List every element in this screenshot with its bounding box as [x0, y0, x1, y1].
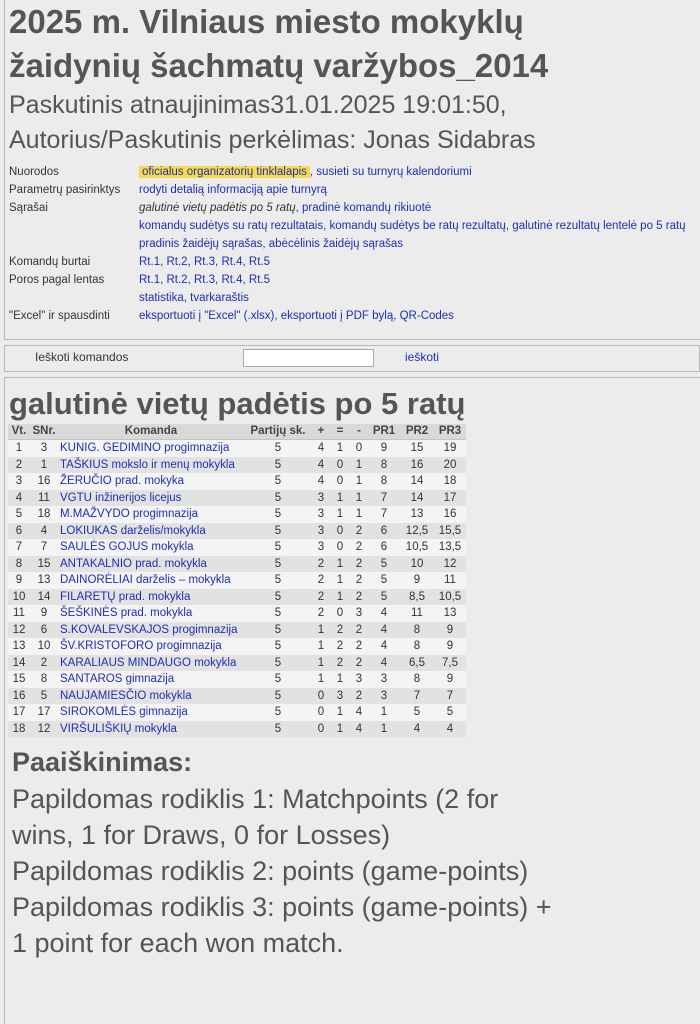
table-cell: 1	[368, 704, 400, 721]
team-cell	[58, 704, 244, 721]
table-cell: 2	[350, 589, 368, 606]
standings-header-row	[8, 424, 466, 440]
table-cell: 20	[434, 457, 466, 474]
table-cell: 7	[8, 539, 30, 556]
table-cell: 9	[434, 638, 466, 655]
table-cell: 6,5	[400, 655, 434, 672]
table-cell: 3	[368, 671, 400, 688]
column-header: PR2	[400, 424, 434, 440]
standings-table	[8, 424, 466, 737]
table-cell: 15,5	[434, 523, 466, 540]
table-cell: 7	[368, 506, 400, 523]
table-cell: 9	[8, 572, 30, 589]
team-link[interactable]: KUNIG. GEDIMINO progimnazija	[60, 442, 230, 455]
table-cell: 5	[434, 704, 466, 721]
table-cell: 18	[30, 506, 58, 523]
column-header: Partijų sk.	[244, 424, 312, 440]
pairs-round-links[interactable]: Rt.1, Rt.2, Rt.3, Rt.4, Rt.5	[139, 274, 271, 286]
table-cell: 2	[330, 638, 350, 655]
table-cell: 6	[368, 539, 400, 556]
table-cell: 9	[434, 671, 466, 688]
tournament-details-link[interactable]: rodyti detalią informaciją apie turnyrą	[139, 184, 327, 196]
table-cell: 9	[30, 605, 58, 622]
team-cell	[58, 440, 244, 457]
table-cell: 1	[330, 704, 350, 721]
standings-title: galutinė vietų padėtis po 5 ratų	[9, 386, 466, 421]
column-header: Komanda	[58, 424, 244, 440]
standings-body	[8, 440, 466, 738]
table-cell: 8	[8, 556, 30, 573]
header-panel	[4, 0, 700, 340]
table-cell: 2	[30, 655, 58, 672]
table-cell: 17	[434, 490, 466, 507]
table-cell: 7	[400, 688, 434, 705]
table-cell: 8	[400, 638, 434, 655]
table-cell: 5	[244, 671, 312, 688]
table-row	[8, 572, 466, 589]
explanation-line2: Papildomas rodiklis 2: points (game-points)	[12, 856, 529, 886]
table-cell: 1	[330, 671, 350, 688]
team-cell	[58, 638, 244, 655]
table-cell: 13	[8, 638, 30, 655]
table-cell: 3	[312, 490, 330, 507]
table-cell: 2	[8, 457, 30, 474]
table-row	[8, 721, 466, 738]
table-cell: 2	[312, 572, 330, 589]
table-cell: 15	[8, 671, 30, 688]
current-list: galutinė vietų padėtis po 5 ratų	[139, 202, 296, 214]
table-cell: 7,5	[434, 655, 466, 672]
table-cell: 4	[312, 473, 330, 490]
team-cell	[58, 688, 244, 705]
pairs-label: Poros pagal lentas	[9, 274, 105, 286]
team-cell	[58, 490, 244, 507]
table-cell: 8	[30, 671, 58, 688]
column-header: =	[330, 424, 350, 440]
table-cell: 14	[400, 473, 434, 490]
table-cell: 5	[400, 704, 434, 721]
team-link[interactable]: ŠEŠKINĖS prad. mokykla	[60, 607, 193, 620]
table-cell: 4	[312, 457, 330, 474]
team-composition-links[interactable]: komandų sudėtys su ratų rezultatais, komandų sudėtys be ratų rezultatų, galutinė rezultatų lentelė po 5 ratų	[139, 220, 686, 232]
table-cell: 11	[400, 605, 434, 622]
table-cell: 1	[330, 440, 350, 457]
column-header: PR3	[434, 424, 466, 440]
column-header: PR1	[368, 424, 400, 440]
table-cell: 4	[400, 721, 434, 738]
table-cell: 4	[350, 704, 368, 721]
table-row	[8, 457, 466, 474]
table-cell: 4	[312, 440, 330, 457]
table-cell: 1	[330, 589, 350, 606]
table-cell: 2	[350, 523, 368, 540]
table-cell: 15	[30, 556, 58, 573]
team-cell	[58, 473, 244, 490]
table-cell: 18	[434, 473, 466, 490]
table-cell: 2	[312, 605, 330, 622]
table-row	[8, 688, 466, 705]
table-cell: 6	[368, 523, 400, 540]
table-cell: 0	[350, 440, 368, 457]
search-label: Ieškoti komandos	[35, 350, 129, 364]
table-cell: 2	[350, 556, 368, 573]
table-cell: 5	[244, 556, 312, 573]
table-cell: 13,5	[434, 539, 466, 556]
team-cell	[58, 506, 244, 523]
table-cell: 12	[434, 556, 466, 573]
team-link[interactable]: S.KOVALEVSKAJOS progimnazija	[60, 623, 238, 636]
table-cell: 1	[330, 721, 350, 738]
info-table	[9, 163, 695, 325]
table-cell: 9	[368, 440, 400, 457]
table-row	[8, 473, 466, 490]
table-cell: 0	[312, 688, 330, 705]
explanation-line3a: Papildomas rodiklis 3: points (game-points) +	[12, 892, 552, 922]
page-title-line1: 2025 m. Vilniaus miesto mokyklų	[9, 3, 524, 40]
table-cell: 19	[434, 440, 466, 457]
table-cell: 0	[312, 704, 330, 721]
column-header: Vt.	[8, 424, 30, 440]
table-cell: 14	[30, 589, 58, 606]
author: Autorius/Paskutinis perkėlimas: Jonas Sidabras	[9, 126, 536, 154]
table-cell: 13	[400, 506, 434, 523]
team-link[interactable]: ANTAKALNIO prad. mokykla	[60, 557, 207, 570]
table-cell: 5	[30, 688, 58, 705]
team-cell	[58, 671, 244, 688]
table-cell: 0	[330, 523, 350, 540]
page-title-line2: žaidynių šachmatų varžybos_2014	[9, 47, 549, 84]
table-cell: 2	[350, 622, 368, 639]
table-cell: 1	[312, 655, 330, 672]
team-link[interactable]: ŠV.KRISTOFORO progimnazija	[60, 640, 222, 653]
table-cell: 4	[368, 622, 400, 639]
table-cell: 3	[330, 688, 350, 705]
table-cell: 17	[30, 704, 58, 721]
table-cell: 14	[400, 490, 434, 507]
column-header: -	[350, 424, 368, 440]
team-cell	[58, 622, 244, 639]
table-cell: 3	[312, 539, 330, 556]
table-cell: 10	[30, 638, 58, 655]
table-cell: 1	[350, 473, 368, 490]
table-cell: 6	[8, 523, 30, 540]
team-cell	[58, 523, 244, 540]
table-row	[8, 506, 466, 523]
table-cell: 1	[8, 440, 30, 457]
table-cell: 1	[312, 622, 330, 639]
table-cell: 10	[400, 556, 434, 573]
team-link[interactable]: LOKIUKAS darželis/mokykla	[60, 524, 206, 537]
team-cell	[58, 556, 244, 573]
table-cell: 2	[312, 556, 330, 573]
table-cell: 9	[434, 622, 466, 639]
team-link[interactable]: M.MAŽVYDO progimnazija	[60, 508, 199, 521]
table-row	[8, 638, 466, 655]
table-cell: 1	[330, 490, 350, 507]
table-cell: 14	[8, 655, 30, 672]
table-cell: 2	[350, 638, 368, 655]
table-cell: 13	[434, 605, 466, 622]
table-cell: 16	[8, 688, 30, 705]
table-cell: 8	[400, 622, 434, 639]
table-cell: 12	[30, 721, 58, 738]
table-cell: 8	[368, 457, 400, 474]
table-cell: 8	[368, 473, 400, 490]
table-cell: 3	[312, 523, 330, 540]
team-cell	[58, 589, 244, 606]
table-cell: 1	[312, 638, 330, 655]
organizer-website-link[interactable]: oficialus organizatorių tinklalapis	[139, 166, 310, 178]
table-cell: 5	[244, 457, 312, 474]
table-cell: 11	[434, 572, 466, 589]
standings-panel	[4, 377, 700, 1024]
table-cell: 0	[330, 539, 350, 556]
table-cell: 1	[30, 457, 58, 474]
statistics-links[interactable]: statistika, tvarkaraštis	[139, 292, 249, 304]
table-cell: 4	[368, 638, 400, 655]
table-cell: 4	[8, 490, 30, 507]
table-row	[8, 622, 466, 639]
column-header: SNr.	[30, 424, 58, 440]
team-link[interactable]: TAŠKIUS mokslo ir menų mokykla	[60, 458, 235, 471]
table-cell: 11	[8, 605, 30, 622]
table-cell: 3	[312, 506, 330, 523]
table-cell: 1	[350, 457, 368, 474]
team-link[interactable]: KARALIAUS MINDAUGO mokykla	[60, 656, 237, 669]
table-cell: 10,5	[400, 539, 434, 556]
column-header: +	[312, 424, 330, 440]
table-cell: 1	[368, 721, 400, 738]
table-cell: 1	[330, 572, 350, 589]
table-cell: 5	[244, 688, 312, 705]
table-cell: 5	[244, 572, 312, 589]
table-cell: 0	[330, 457, 350, 474]
table-cell: 18	[8, 721, 30, 738]
table-cell: 6	[30, 622, 58, 639]
draw-label: Komandų burtai	[9, 256, 91, 268]
table-cell: 2	[350, 655, 368, 672]
table-cell: 4	[350, 721, 368, 738]
team-cell	[58, 721, 244, 738]
table-cell: 1	[350, 490, 368, 507]
table-cell: 0	[330, 473, 350, 490]
table-cell: 5	[368, 572, 400, 589]
explanation-title: Paaiškinimas:	[12, 747, 193, 777]
calendar-link[interactable]: , susieti su turnyrų kalendoriumi	[309, 166, 472, 178]
table-cell: 2	[330, 622, 350, 639]
table-cell: 11	[30, 490, 58, 507]
table-cell: 3	[30, 440, 58, 457]
explanation-line1a: Papildomas rodiklis 1: Matchpoints (2 for	[12, 784, 499, 814]
table-cell: 12	[8, 622, 30, 639]
table-cell: 5	[244, 638, 312, 655]
team-link[interactable]: VIRŠULIŠKIŲ mokykla	[60, 722, 177, 735]
last-updated: Paskutinis atnaujinimas31.01.2025 19:01:50,	[9, 91, 507, 119]
table-cell: 8,5	[400, 589, 434, 606]
table-cell: 16	[30, 473, 58, 490]
table-cell: 10	[8, 589, 30, 606]
table-row	[8, 539, 466, 556]
team-link[interactable]: VGTU inžinerijos licejus	[60, 491, 182, 504]
table-cell: 3	[8, 473, 30, 490]
table-cell: 8	[400, 671, 434, 688]
table-cell: 5	[244, 589, 312, 606]
table-cell: 5	[244, 490, 312, 507]
team-link[interactable]: DAINORĖLIAI darželis – mokykla	[60, 574, 231, 587]
table-cell: 0	[330, 605, 350, 622]
table-row	[8, 605, 466, 622]
team-cell	[58, 605, 244, 622]
team-cell	[58, 655, 244, 672]
explanation-line1b: wins, 1 for Draws, 0 for Losses)	[12, 820, 391, 850]
table-row	[8, 490, 466, 507]
table-cell: 5	[244, 622, 312, 639]
table-cell: 17	[8, 704, 30, 721]
table-cell: 4	[434, 721, 466, 738]
team-link[interactable]: SAULĖS GOJUS mokykla	[60, 541, 194, 554]
table-cell: 2	[350, 539, 368, 556]
table-cell: 13	[30, 572, 58, 589]
table-row	[8, 704, 466, 721]
table-cell: 5	[244, 539, 312, 556]
table-cell: 5	[244, 605, 312, 622]
table-cell: 2	[330, 655, 350, 672]
starting-rank-link[interactable]: , pradinė komandų rikiuotė	[295, 202, 432, 214]
team-link[interactable]: FILARETŲ prad. mokykla	[60, 590, 191, 603]
table-cell: 7	[368, 490, 400, 507]
table-cell: 4	[368, 605, 400, 622]
team-link[interactable]: SANTAROS gimnazija	[60, 673, 175, 686]
table-cell: 7	[30, 539, 58, 556]
table-row	[8, 523, 466, 540]
export-links[interactable]: eksportuoti į "Excel" (.xlsx), eksportuoti į PDF bylą, QR-Codes	[139, 310, 454, 322]
table-cell: 5	[244, 721, 312, 738]
table-cell: 12,5	[400, 523, 434, 540]
table-cell: 5	[244, 506, 312, 523]
team-link[interactable]: SIROKOMLĖS gimnazija	[60, 706, 188, 719]
player-list-links[interactable]: pradinis žaidėjų sąrašas, abėcėlinis žaidėjų sąrašas	[139, 238, 404, 250]
lists-label: Sąrašai	[9, 202, 48, 214]
table-cell: 5	[244, 440, 312, 457]
table-cell: 3	[350, 605, 368, 622]
links-label: Nuorodos	[9, 166, 59, 178]
params-label: Parametrų pasirinktys	[9, 184, 121, 196]
table-cell: 5	[368, 589, 400, 606]
table-cell: 2	[312, 589, 330, 606]
table-cell: 1	[350, 506, 368, 523]
table-cell: 4	[368, 655, 400, 672]
table-cell: 5	[368, 556, 400, 573]
excel-label: "Excel" ir spausdinti	[9, 310, 110, 322]
table-cell: 2	[350, 688, 368, 705]
table-cell: 4	[30, 523, 58, 540]
table-cell: 5	[8, 506, 30, 523]
table-cell: 0	[312, 721, 330, 738]
table-row	[8, 589, 466, 606]
table-cell: 16	[400, 457, 434, 474]
team-cell	[58, 572, 244, 589]
table-row	[8, 671, 466, 688]
team-link[interactable]: NAUJAMIESČIO mokykla	[60, 689, 192, 702]
table-cell: 5	[244, 655, 312, 672]
table-cell: 5	[244, 704, 312, 721]
table-row	[8, 556, 466, 573]
table-row	[8, 440, 466, 457]
explanation-line3b: 1 point for each won match.	[12, 928, 344, 958]
search-input[interactable]	[243, 349, 374, 367]
table-cell: 3	[350, 671, 368, 688]
table-cell: 15	[400, 440, 434, 457]
team-cell	[58, 457, 244, 474]
team-cell	[58, 539, 244, 556]
table-cell: 7	[434, 688, 466, 705]
team-link[interactable]: ŽERUČIO prad. mokyka	[60, 475, 184, 488]
table-cell: 2	[350, 572, 368, 589]
search-panel	[4, 345, 700, 372]
table-row	[8, 655, 466, 672]
table-cell: 1	[330, 506, 350, 523]
table-cell: 5	[244, 523, 312, 540]
draw-round-links[interactable]: Rt.1, Rt.2, Rt.3, Rt.4, Rt.5	[139, 256, 271, 268]
table-cell: 5	[244, 473, 312, 490]
table-cell: 3	[368, 688, 400, 705]
table-cell: 10,5	[434, 589, 466, 606]
search-button[interactable]: ieškoti	[405, 350, 440, 364]
table-cell: 1	[330, 556, 350, 573]
table-cell: 9	[400, 572, 434, 589]
table-cell: 16	[434, 506, 466, 523]
table-cell: 1	[312, 671, 330, 688]
